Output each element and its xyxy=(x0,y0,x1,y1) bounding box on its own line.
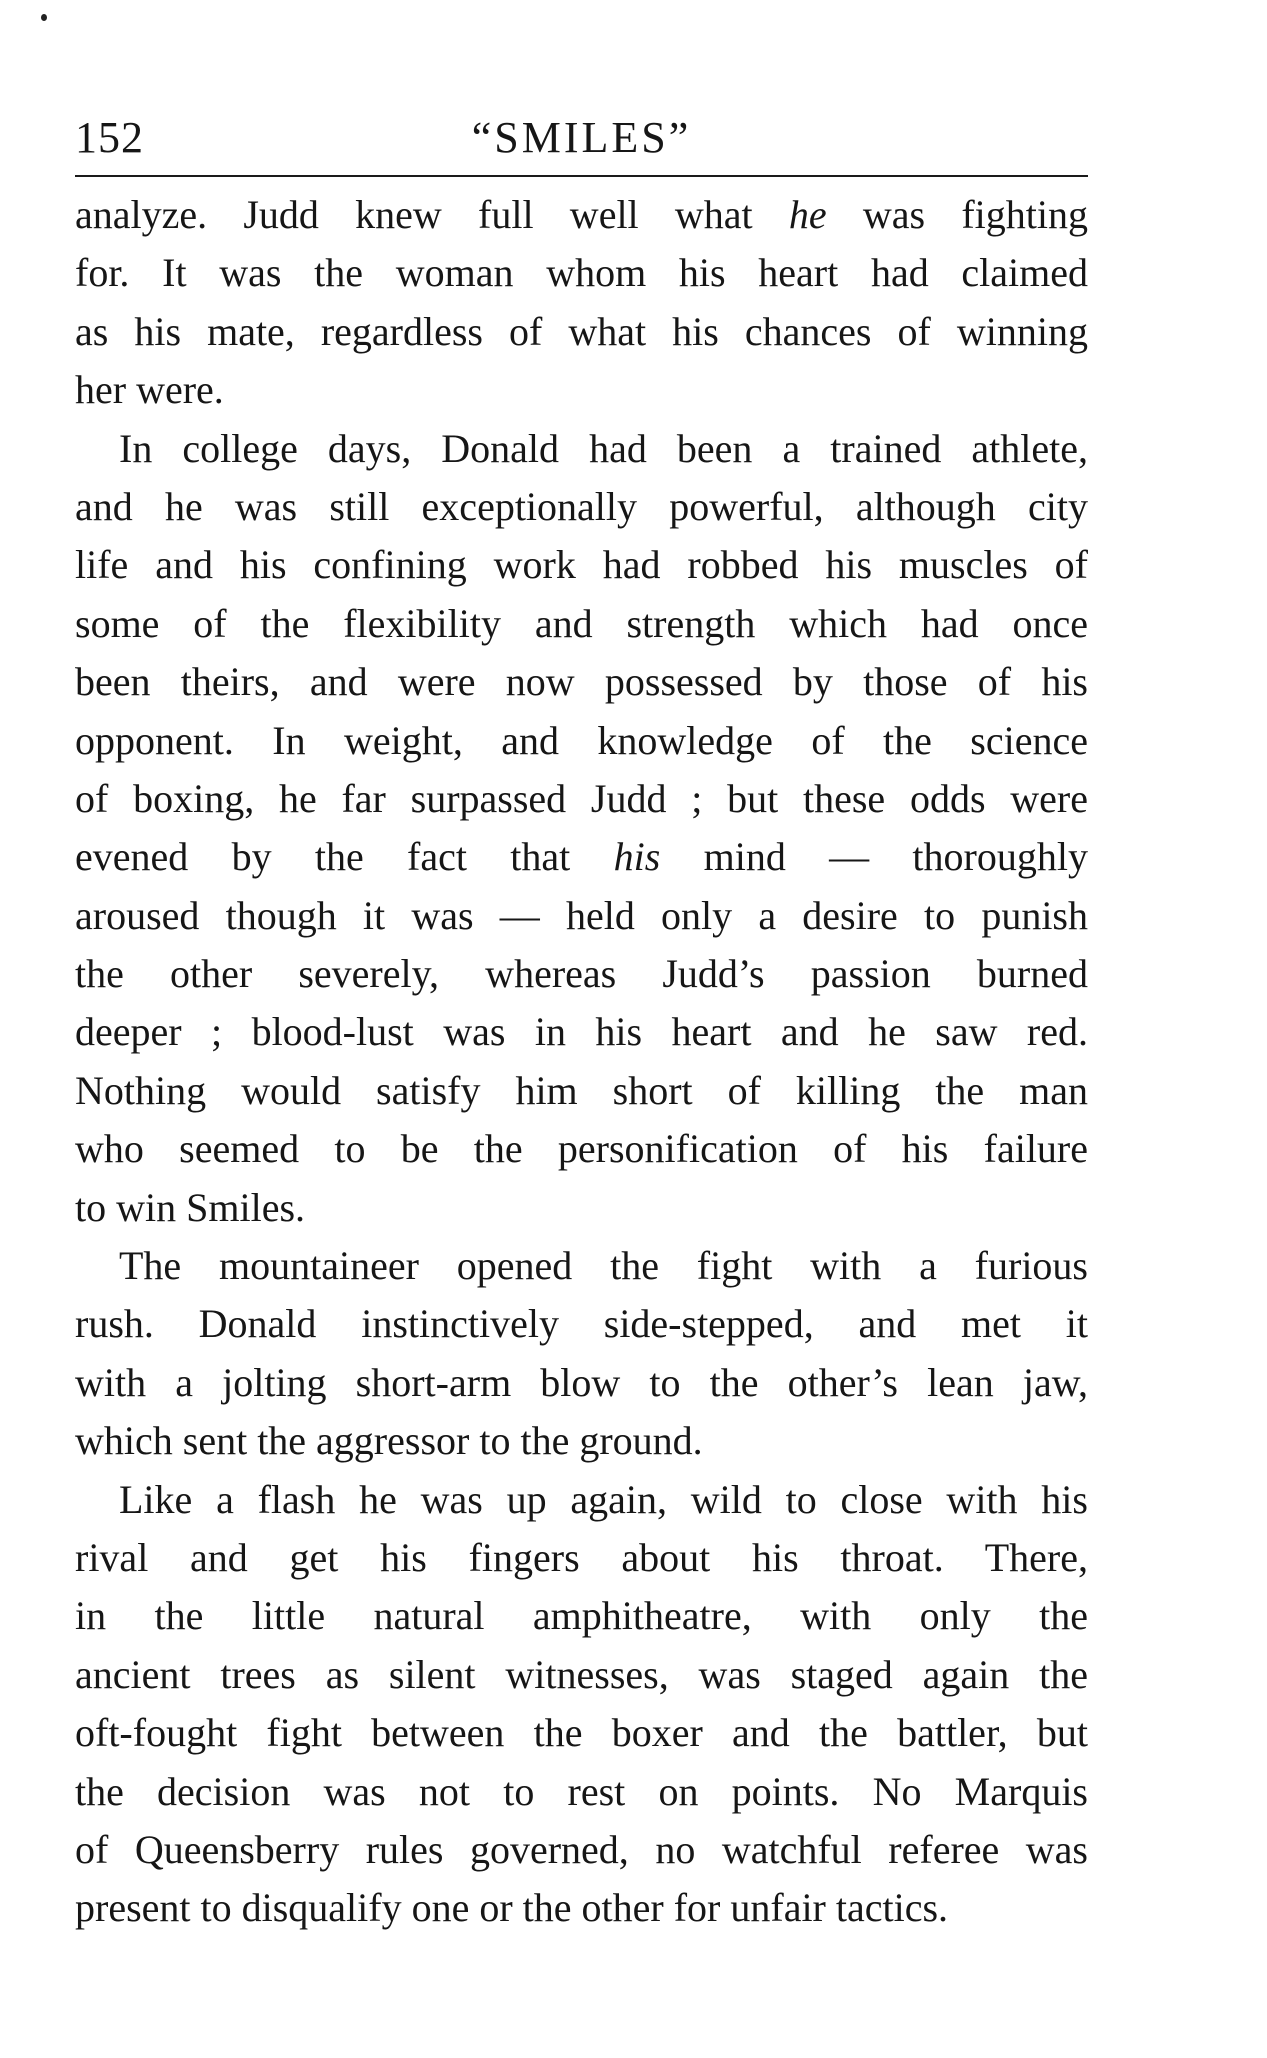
text-line xyxy=(75,1646,1088,1704)
text-run: was fighting xyxy=(826,192,1088,237)
text-run: in the little natural amphitheatre, with only the xyxy=(75,1593,1088,1639)
text-line xyxy=(75,1003,1088,1061)
text-line xyxy=(75,1354,1088,1412)
text-line xyxy=(75,1179,1088,1237)
text-run: some of the flexibility and strength which had once xyxy=(75,600,1088,646)
text-run: and he was still exceptionally powerful, although city xyxy=(75,483,1088,529)
text-run: ancient trees as silent witnesses, was staged again the xyxy=(75,1651,1088,1697)
emphasis-text: he xyxy=(788,192,827,237)
text-run: rival and get his fingers about his throat. There, xyxy=(75,1534,1088,1580)
text-run: her were. xyxy=(75,367,224,413)
text-line xyxy=(75,1704,1088,1762)
text-run: been theirs, and were now possessed by those of his xyxy=(75,659,1088,705)
header-rule xyxy=(75,175,1088,177)
text-line xyxy=(75,361,1088,419)
text-run: opponent. In weight, and knowledge of the science xyxy=(75,717,1088,763)
page-header xyxy=(75,108,1088,168)
running-title: “SMILES” xyxy=(471,113,692,162)
text-run: the decision was not to rest on points. No Marquis xyxy=(75,1768,1088,1814)
text-run: aroused though it was — held only a desire to punish xyxy=(75,892,1088,938)
text-line xyxy=(75,945,1088,1003)
text-line xyxy=(75,1821,1088,1879)
paragraph xyxy=(75,186,1088,420)
text-line xyxy=(75,1412,1088,1470)
text-run: evened by the fact that xyxy=(75,834,614,880)
text-run: rush. Donald instinctively side-stepped, and met it xyxy=(75,1301,1088,1347)
text-run: In college days, Donald had been a trained athlete, xyxy=(119,425,1088,471)
text-run: who seemed to be the personification of his failure xyxy=(75,1126,1088,1172)
text-run: oft-fought fight between the boxer and the battler, but xyxy=(75,1710,1088,1756)
text-run: as his mate, regardless of what his chances of winning xyxy=(75,308,1088,354)
emphasis-text: his xyxy=(613,834,661,880)
text-line xyxy=(75,828,1088,886)
text-line xyxy=(75,770,1088,828)
text-line xyxy=(75,420,1088,478)
text-line xyxy=(75,1062,1088,1120)
text-line xyxy=(75,1763,1088,1821)
text-line xyxy=(75,186,1088,244)
text-line xyxy=(75,595,1088,653)
text-line xyxy=(75,1587,1088,1645)
text-run: analyze. Judd knew full well what xyxy=(75,192,789,237)
text-run: Nothing would satisfy him short of killing the man xyxy=(75,1067,1088,1113)
paragraph xyxy=(75,420,1088,1237)
body-text xyxy=(75,186,1088,1938)
text-run: The mountaineer opened the fight with a furious xyxy=(119,1243,1088,1289)
text-line xyxy=(75,1295,1088,1353)
text-run: deeper ; blood-lust was in his heart and he saw red. xyxy=(75,1009,1088,1055)
text-line xyxy=(75,712,1088,770)
text-line xyxy=(75,1237,1088,1295)
text-run: present to disqualify one or the other for unfair tactics. xyxy=(75,1885,949,1931)
text-run: the other severely, whereas Judd’s passion burned xyxy=(75,951,1088,997)
text-line xyxy=(75,653,1088,711)
text-run: life and his confining work had robbed his muscles of xyxy=(75,542,1088,588)
text-line xyxy=(75,1879,1088,1937)
text-line xyxy=(75,1120,1088,1178)
text-line xyxy=(75,536,1088,594)
paragraph xyxy=(75,1237,1088,1471)
print-speck xyxy=(41,14,47,21)
text-run: with a jolting short-arm blow to the other’s lean jaw, xyxy=(75,1359,1088,1405)
paragraph xyxy=(75,1471,1088,1938)
page-number: 152 xyxy=(75,113,144,162)
text-run: of Queensberry rules governed, no watchful referee was xyxy=(75,1826,1088,1872)
text-line xyxy=(75,1471,1088,1529)
text-run: to win Smiles. xyxy=(75,1184,306,1230)
text-run: mind — thoroughly xyxy=(660,834,1088,880)
text-line xyxy=(75,244,1088,302)
text-run: of boxing, he far surpassed Judd ; but these odds were xyxy=(75,775,1088,821)
text-line xyxy=(75,1529,1088,1587)
text-line xyxy=(75,303,1088,361)
text-run: which sent the aggressor to the ground. xyxy=(75,1418,703,1464)
text-run: for. It was the woman whom his heart had claimed xyxy=(75,250,1088,296)
text-line xyxy=(75,887,1088,945)
text-line xyxy=(75,478,1088,536)
text-run: Like a flash he was up again, wild to close with his xyxy=(119,1476,1088,1522)
